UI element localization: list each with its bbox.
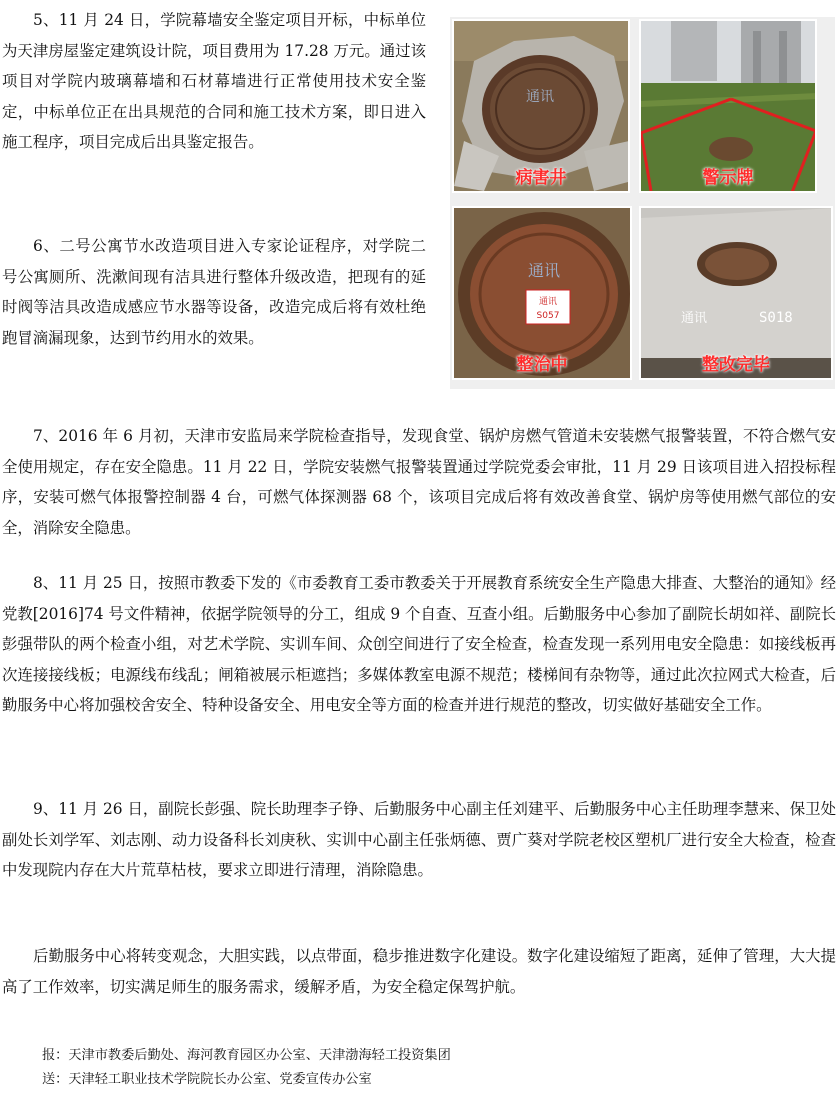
paragraph-item-7: 7、2016 年 6 月初，天津市安监局来学院检查指导，发现食堂、锅炉房燃气管道未安装燃气报警装置，不符合燃气安全使用规定，存在安全隐患。11 月 22 日，学院安装燃气报警装置通过学院党委会审批，11 月 29 日该项目进入招投标程序，安装可燃气体报警控制器 4 台，可燃气体探测器 68 个，该项目完成后将有效改善食堂、锅炉房等使用燃气部位的安全，消除安全隐患。 [2, 427, 836, 537]
send-to-line: 送：天津轻工职业技术学院院长办公室、党委宣传办公室 [42, 1072, 372, 1087]
caption-warning-sign: 警示牌 [702, 168, 754, 188]
closing-paragraph: 后勤服务中心将转变观念，大胆实践，以点带面，稳步推进数字化建设。数字化建设缩短了距离，延伸了管理，大大提高了工作效率，切实满足师生的服务需求，缓解矛盾，为安全稳定保驾护航。 [2, 947, 836, 996]
photo-repair-in-progress [452, 206, 632, 380]
photo-warning-sign [639, 19, 817, 193]
photo-damaged-manhole [452, 19, 630, 193]
photo-collage [450, 17, 835, 389]
tag-code: S057 [536, 311, 560, 321]
paragraph-item-6: 6、二号公寓节水改造项目进入专家论证程序，对学院二号公寓厕所、洗漱间现有洁具进行整体升级改造，把现有的延时阀等洁具改造成感应节水器等设备，改造完成后将有效杜绝跑冒滴漏现象，达到节约用水的效果。 [2, 237, 426, 347]
cover-text: 通讯 [526, 89, 554, 105]
caption-repair-in-progress: 整治中 [516, 355, 568, 375]
paragraph-item-9: 9、11 月 26 日，副院长彭强、院长助理李子铮、后勤服务中心副主任刘建平、后勤服务中心主任助理李慧来、保卫处副处长刘学军、刘志刚、动力设备科长刘庚秋、实训中心副主任张炳德、贾广葵对学院老校区塑机厂进行安全大检查，检查中发现院内存在大片荒草枯枝，要求立即进行清理，消除隐患。 [2, 800, 836, 880]
cover-text: 通讯 [527, 261, 561, 280]
paragraph-item-8: 8、11 月 25 日，按照市教委下发的《市委教育工委市教委关于开展教育系统安全生产隐患大排查、大整治的通知》经党教[2016]74 号文件精神，依据学院领导的分工，组成 9 个自查、互查小组。后勤服务中心参加了副院长胡如祥、副院长彭强带队的两个检查小组，对艺术学院、实训车间、众创空间进行了安全检查，检查发现一系列用电安全隐患：如接线板再次连接接线板；电源线布线乱；闸箱被展示柜遮挡；多媒体教室电源不规范；楼梯间有杂物等，通过此次拉网式大检查，后勤服务中心将加强校舍安全、特种设备安全、用电安全等方面的检查并进行规范的整改，切实做好基础安全工作。 [2, 574, 836, 715]
tag-text: 通讯 [538, 297, 558, 307]
photo-repair-complete [639, 206, 833, 380]
report-to-line: 报：天津市教委后勤处、海河教育园区办公室、天津渤海轻工投资集团 [42, 1048, 451, 1063]
caption-repair-complete: 整改完毕 [702, 355, 770, 375]
caption-damaged-manhole: 病害井 [515, 168, 567, 188]
manhole-code: S018 [759, 310, 793, 326]
paragraph-item-5: 5、11 月 24 日，学院幕墙安全鉴定项目开标，中标单位为天津房屋鉴定建筑设计院，项目费用为 17.28 万元。通过该项目对学院内玻璃幕墙和石材幕墙进行正常使用技术安全鉴定，中标单位正在出具规范的合同和施工技术方案，即日进入施工程序，项目完成后出具鉴定报告。 [2, 11, 426, 152]
cover-text: 通讯 [681, 311, 708, 326]
